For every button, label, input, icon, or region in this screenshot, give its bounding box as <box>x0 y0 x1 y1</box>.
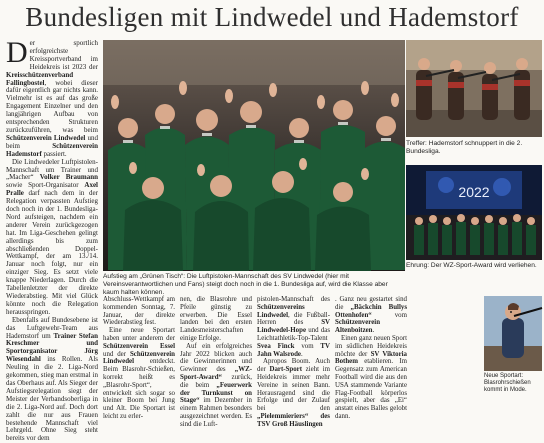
paragraph-lindwedel: Die Lindwedeler Luftpistolen-Mannschaft um Trainer und „Macher“ Volker Braumann sowie Sport-Organisator Axel Pralle darf nach dem in der Relegation verpassten Aufstieg doch noch in der 1. Bundesliga-Nord aufsteigen, nachdem ein anderer Verein zurückgezogen hat. Im Liga-Geschehen gelingt allerdings bis zum abschließenden Doppel-Wettkampf, der am 13./14. Januar noch folgt, nur ein einziger Sieg. Es setzt viele knappe Niederlagen. Durch die Tabellenletzter der direkte Wiederabstieg. Mit viel Glück könnte noch die Relegation herausspringen. <box>6 157 98 316</box>
paragraph-intro: Der sportlich erfolgreichste Kreissportverband im Heidekreis ist 2023 der Kreisschützenverband Fallingbostel, wobei dieser dafür eigentlich gar nichts kann. Vielmehr ist es auf das große Engagement Einzelner und den langjährigen Aufbau von entsprechenden Strukturen zurückzuführen, was beim Schützenverein Lindwedel und beim Schützenverein Hademstorf passiert. <box>6 36 99 158</box>
main-photo-caption: Aufstieg am „Grünen Tisch“: Die Luftpistolen-Mannschaft des SV Lindwedel (hier mit Vereinsverantwortlichen und Fans) steigt doch noch in die 1. Bundesliga auf, wird die Klasse aber kaum halten können. <box>103 273 388 296</box>
bottom-column-2: nen, die Blasrohre und Pfeile günstig zu erwerben. Die Essel landen bei den ersten Landesmeisterschaften einige Erfolge. Auf ein erfolgreiches Jahr 2022 blicken auch die Gewinnerinnen und Gewinner des „WZ-Sport-Award“ zurück, die beim „Feuerwerk der Turnkunst on Stage“ im Dezember in einem Rahmen besonders ausgezeichnet werden. Es sind die Luft- <box>180 296 252 428</box>
headline: Bundesligen mit Lindwedel und Hademstorf <box>25 2 519 32</box>
award-photo <box>406 165 542 260</box>
ehrung-caption: Ehrung: Der WZ-Sport-Award wird verliehen. <box>406 262 537 269</box>
treffer-caption: Treffer: Hademstorf schnuppert in die 2. Bundesliga. <box>406 140 523 155</box>
dropcap-letter: D <box>6 36 28 69</box>
bottom-column-3: pistolen-Mannschaft des Schützenvereins Lindwedel, die Fußball-Herren des SV Lindwedel-Hope und das Leichtathletik-Top-Talent Svea Finck vom TV Jahn Walsrode. Apropos Boom. Auch der Dart-Sport zieht im Heidekreis immer mehr Vereine in seinen Bann. Herausragend sind die Erfolge und der Zulauf bei den „Pielemmieriers“ des TSV Groß Häuslingen <box>257 296 330 428</box>
left-article-column <box>6 36 99 443</box>
blowpipe-photo <box>484 296 542 371</box>
main-team-photo <box>103 40 405 271</box>
bottom-column-4: . Ganz neu gestartet sind die „Bäckchin Bullys Ottenhofen“ vom Schützenverein Altenboitzen. Einen ganz neuen Sport im südlichen Heidekreis möchte der SV Viktoria Bothem etablieren. Im Gegensatz zum American Football wird die aus den USA stammende Variante Flag-Football körperlos gespielt, aber das „Ei“ anstatt eines Balles gelobt dann. <box>335 296 407 420</box>
neue-sportart-caption: Neue Sportart: Blasrohrschießen kommt in Mode. <box>484 373 531 393</box>
shooting-range-photo <box>406 40 542 137</box>
bottom-column-1: Abschluss-Wettkampf am kommenden Sonntag, 7. Januar, der direkte Wiederabstieg fest. Eine neue Sportart haben unter anderem der Schützenverein Essel und der Schützenverein Lindwedel entdeckt. Beim Blasrohr-Schießen, korrekt heißt es „Blasrohr-Sport“, entwickelt sich sogar so kleiner Boom bei Jung und Alt. Die Sportart ist leicht zu erler- <box>103 296 175 420</box>
award-screen-year: 2022 <box>458 184 490 200</box>
paragraph-hademstorf: Ebenfalls auf Bundesebene ist das Luftgewehr-Team aus Hademstorf um Trainer Stefan Kreschmer und Sportorganisator Jörg Wiesendahl ins Rollen. Als Neuling in die 2. Liga-Nord gekommen, stieg man erstmal in das Oberhaus auf. Als Sieger der Aufstiegsrelegation siegt der Meister der Verbandsoberliga in die 2. Liga-Nord auf. Doch dort zahlt die nur aus Frauen bestehende Mannschaft viel Lehrgeld. Ohne Sieg steht bereits vor dem <box>6 315 98 443</box>
